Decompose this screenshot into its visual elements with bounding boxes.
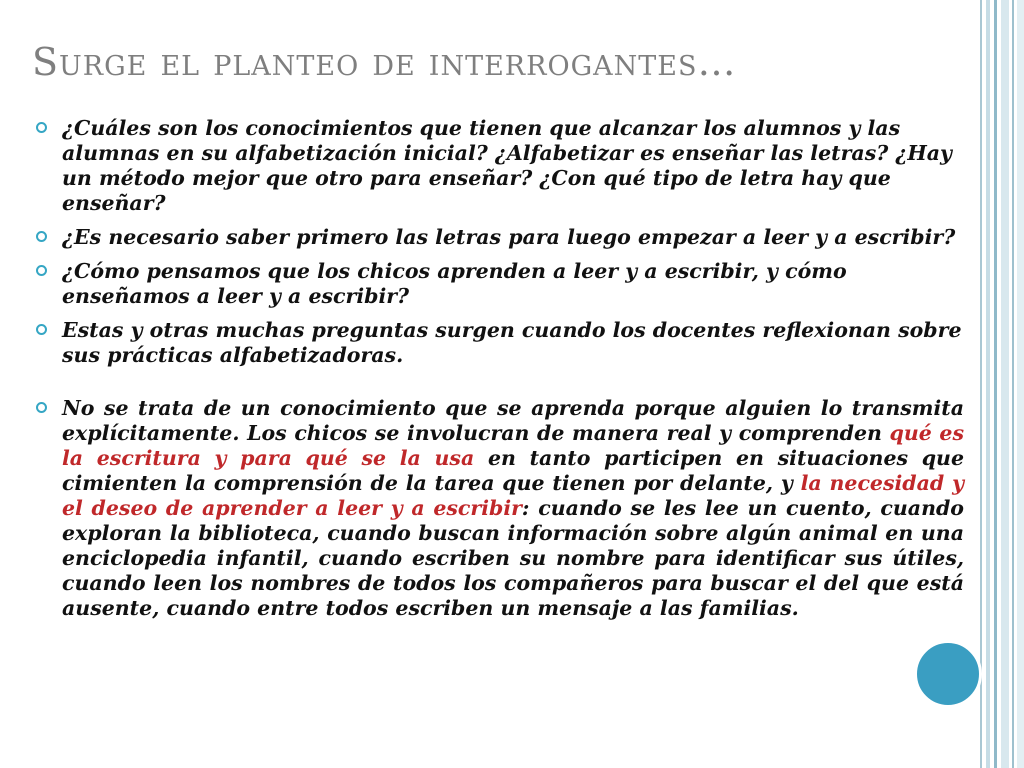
bullet-list [36,116,964,630]
frame-line [994,0,997,768]
bullet-text: ¿Cuáles son los conocimientos que tienen que alcanzar los alumnos y las alumnas en su alfabetización inicial? ¿Alfabetizar es enseñar las letras? ¿Hay un método mejor que otro para enseñar? ¿Con qué tipo de letra hay que enseñar? [62,116,952,215]
highlighted-text: la necesidad y el deseo de aprender a leer y a escribir [62,471,964,520]
bullet-item [36,259,964,309]
bullet-item [36,396,964,621]
frame-line [986,0,990,768]
bullet-circle-icon [36,402,47,413]
bullet-text: No se trata de un conocimiento que se aprenda porque alguien lo transmita explícitamente. Los chicos se involucran de manera real y comprenden [62,396,964,445]
bullet-circle-icon [36,324,47,335]
bullet-circle-icon [36,265,47,276]
bullet-text: en tanto participen en situaciones que cimienten la comprensión de la tarea que tienen por delante, y [62,446,964,495]
slide-title: Surge el planteo de interrogantes… [32,40,737,84]
decorative-circle [914,640,982,708]
bullet-circle-icon [36,122,47,133]
frame-line [1017,0,1024,768]
bullet-item [36,225,964,250]
frame-line [1001,0,1009,768]
bullet-circle-icon [36,231,47,242]
bullet-text: Estas y otras muchas preguntas surgen cuando los docentes reflexionan sobre sus prácticas alfabetizadoras. [62,318,962,367]
bullet-item [36,318,964,368]
bullet-item [36,116,964,216]
bullet-text: ¿Cómo pensamos que los chicos aprenden a leer y a escribir, y cómo enseñamos a leer y a escribir? [62,259,847,308]
frame-line [980,0,982,768]
bullet-text: : cuando se les lee un cuento, cuando exploran la biblioteca, cuando buscan información sobre algún animal en una enciclopedia infantil, cuando escriben su nombre para identificar sus útiles, cuando leen los nombres de todos los compañeros para buscar el del que está ausente, cuando entre todos escriben un mensaje a las familias. [62,496,964,620]
frame-line [1012,0,1014,768]
highlighted-text: qué es la escritura y para qué se la usa [62,421,964,470]
bullet-text: ¿Es necesario saber primero las letras para luego empezar a leer y a escribir? [62,225,956,249]
